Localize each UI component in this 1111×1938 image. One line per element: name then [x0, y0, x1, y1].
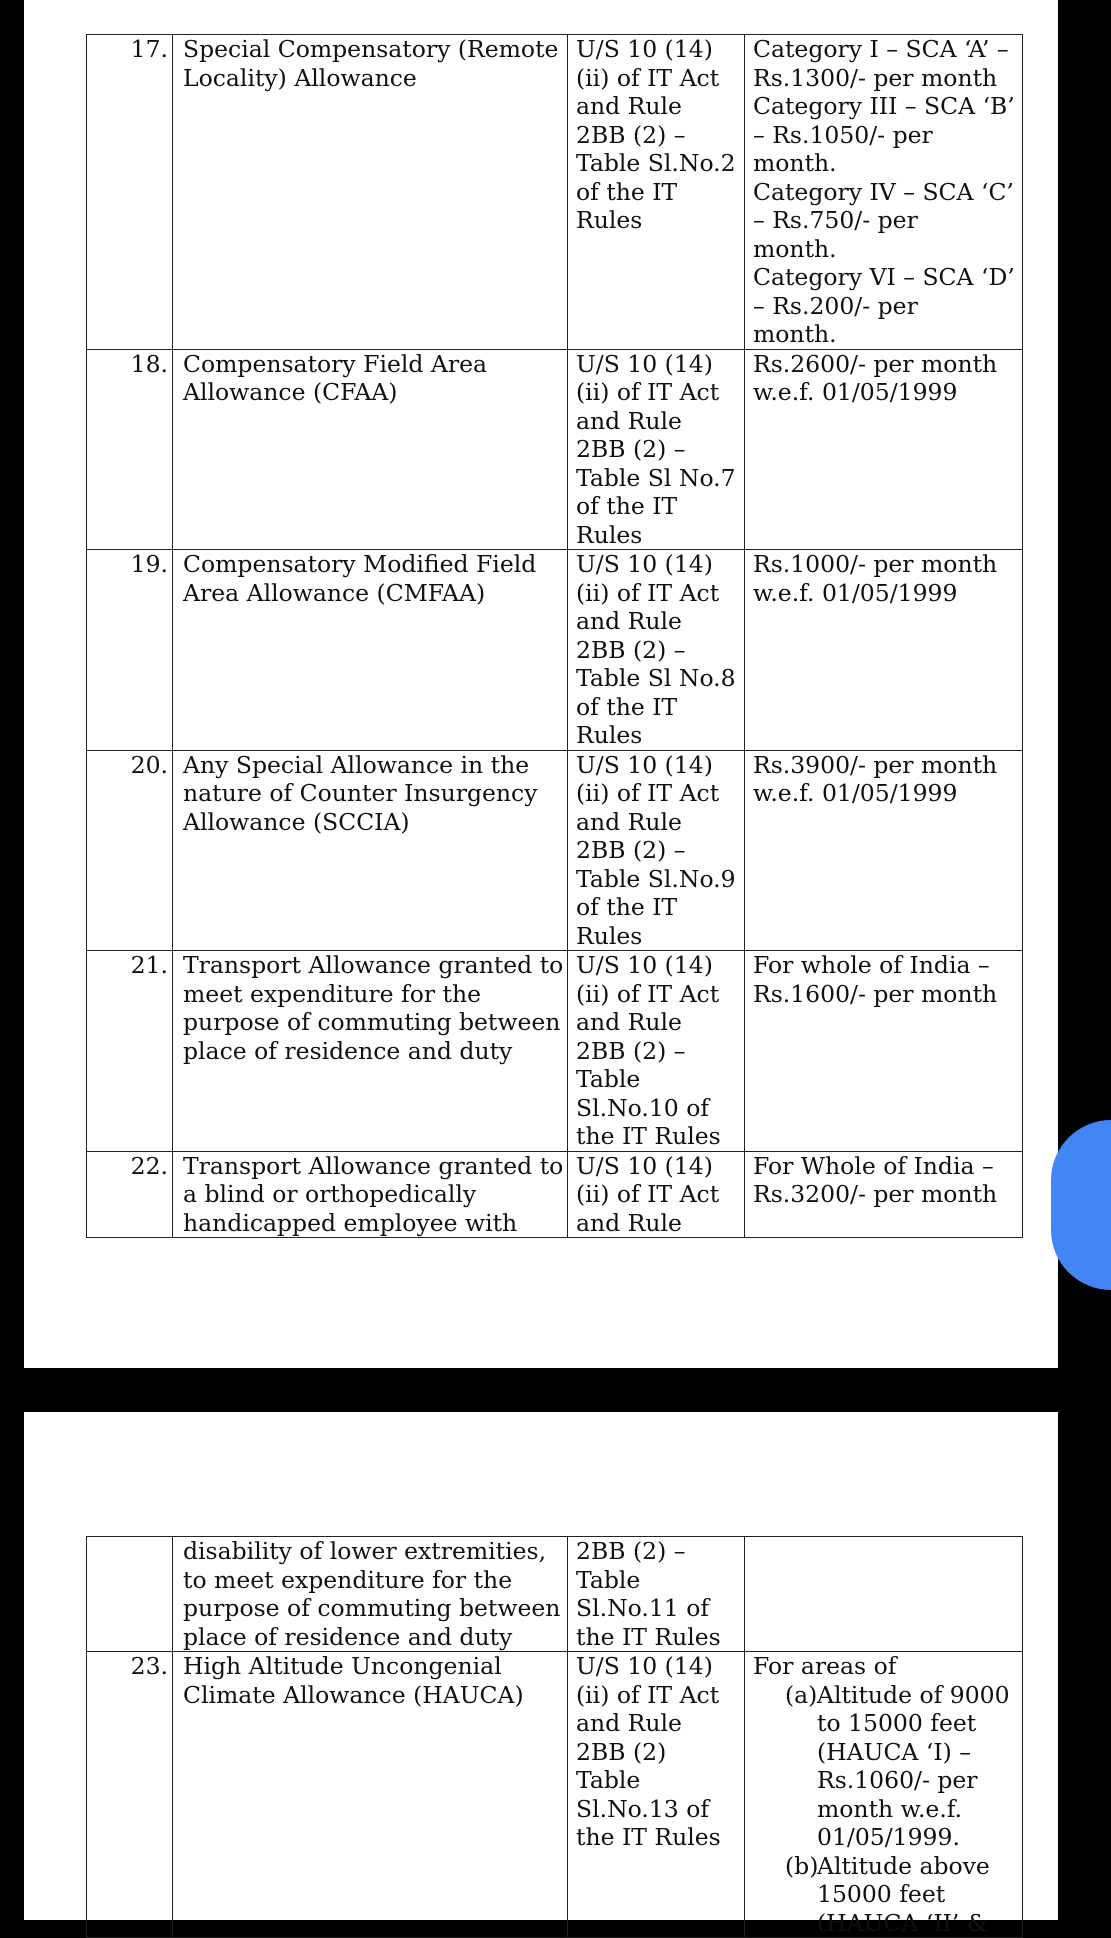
subitem-line: (HAUCA ‘I) –: [817, 1737, 972, 1766]
table-row: [87, 951, 1023, 1152]
section-line: the IT Rules: [576, 1122, 721, 1150]
description-line: Climate Allowance (HAUCA): [183, 1680, 524, 1709]
section-line: and Rule: [576, 807, 682, 836]
section-line: Rules: [576, 520, 643, 549]
section-line: Rules: [576, 721, 643, 749]
exemption-limit-cell: [745, 550, 1023, 751]
exemption-limit-cell: [745, 35, 1023, 350]
limit-line: For areas of: [753, 1652, 897, 1680]
description-line: Transport Allowance granted to: [183, 1151, 564, 1180]
table-row: [87, 750, 1023, 951]
section-line: Table Sl No.7: [576, 463, 736, 492]
limit-line: month.: [753, 320, 837, 348]
serial-number-cell: 23.: [87, 1652, 173, 1938]
allowance-description-cell: [173, 750, 568, 951]
section-line: Sl.No.13 of: [576, 1794, 710, 1823]
limit-line: Rs.3200/- per month: [753, 1180, 998, 1208]
allowance-description-cell: [173, 349, 568, 550]
serial-number-cell: [87, 1537, 173, 1652]
section-line: U/S 10 (14): [576, 35, 713, 63]
document-page-2: [24, 1412, 1058, 1937]
section-line: Sl.No.11 of: [576, 1594, 710, 1622]
limit-line: For Whole of India –: [753, 1151, 994, 1180]
section-line: Sl.No.10 of: [576, 1093, 710, 1122]
section-line: 2BB (2) –: [576, 1537, 686, 1565]
table-row: [87, 550, 1023, 751]
subitem-text: [817, 1852, 1014, 1938]
limit-line: Rs.1300/- per month: [753, 63, 998, 92]
subitem-label: (a): [785, 1680, 818, 1709]
serial-number-cell: 17.: [87, 35, 173, 350]
section-line: (ii) of IT Act: [576, 378, 720, 406]
subitem-label: (b): [785, 1851, 819, 1880]
section-reference-cell: [568, 550, 745, 751]
description-line: Compensatory Field Area: [183, 349, 488, 378]
section-line: (ii) of IT Act: [576, 1180, 720, 1208]
description-line: to meet expenditure for the: [183, 1565, 513, 1594]
limit-line: For whole of India –: [753, 951, 990, 979]
serial-number-cell: 21.: [87, 951, 173, 1152]
section-line: and Rule: [576, 607, 682, 635]
section-line: U/S 10 (14): [576, 1652, 713, 1680]
serial-number-cell: 20.: [87, 750, 173, 951]
limit-line: Rs.3900/- per month: [753, 750, 998, 779]
exemption-limit-cell: [745, 1151, 1023, 1238]
document-page-1: [24, 0, 1058, 1368]
section-line: U/S 10 (14): [576, 1151, 713, 1180]
section-line: 2BB (2) –: [576, 836, 686, 864]
section-reference-cell: [568, 1151, 745, 1238]
section-line: Rules: [576, 206, 643, 234]
limit-line: Rs.1000/- per month: [753, 550, 998, 578]
section-reference-cell: [568, 750, 745, 951]
serial-number-cell: 19.: [87, 550, 173, 751]
description-line: Allowance (CFAA): [183, 378, 398, 406]
table-row: [87, 35, 1023, 350]
allowance-description-cell: [173, 35, 568, 350]
description-line: Allowance (SCCIA): [183, 807, 410, 836]
section-line: of the IT: [576, 177, 678, 206]
section-line: and Rule: [576, 1709, 682, 1737]
section-reference-cell: [568, 1537, 745, 1652]
allowance-description-cell: [173, 1652, 568, 1938]
section-reference-cell: [568, 349, 745, 550]
section-line: of the IT: [576, 492, 678, 520]
section-line: U/S 10 (14): [576, 750, 713, 779]
subitem-line: 01/05/1999.: [817, 1823, 960, 1851]
section-line: 2BB (2) –: [576, 435, 686, 463]
section-line: Table: [576, 1065, 641, 1093]
allowance-table-page-2: [86, 1536, 1023, 1938]
serial-number-cell: 22.: [87, 1151, 173, 1238]
section-line: U/S 10 (14): [576, 349, 713, 378]
exemption-limit-cell: [745, 1652, 1023, 1938]
allowance-description-cell: [173, 550, 568, 751]
section-reference-cell: [568, 951, 745, 1152]
subitem-line: to 15000 feet: [817, 1709, 977, 1737]
subitem-line: month w.e.f.: [817, 1794, 963, 1823]
limit-line: – Rs.750/- per: [753, 206, 918, 234]
section-line: of the IT: [576, 692, 678, 721]
section-line: (ii) of IT Act: [576, 1680, 720, 1709]
description-line: Special Compensatory (Remote: [183, 35, 559, 63]
section-line: and Rule: [576, 406, 682, 435]
section-line: Table Sl No.8: [576, 664, 736, 692]
subitem-line: Altitude above: [817, 1851, 990, 1880]
section-line: Rules: [576, 921, 643, 950]
description-line: meet expenditure for the: [183, 979, 482, 1008]
scroll-handle[interactable]: [1051, 1120, 1111, 1290]
subitem-line: (HAUCA ‘II’ &: [817, 1908, 988, 1937]
section-line: the IT Rules: [576, 1622, 721, 1651]
description-line: place of residence and duty: [183, 1036, 513, 1065]
section-line: and Rule: [576, 1008, 682, 1036]
section-line: 2BB (2) –: [576, 635, 686, 664]
section-line: (ii) of IT Act: [576, 779, 720, 807]
section-line: (ii) of IT Act: [576, 979, 720, 1008]
description-line: purpose of commuting between: [183, 1008, 561, 1036]
section-reference-cell: [568, 1652, 745, 1938]
section-line: U/S 10 (14): [576, 951, 713, 979]
section-line: of the IT: [576, 893, 678, 921]
limit-subitem: [753, 1681, 1014, 1852]
section-line: (ii) of IT Act: [576, 63, 720, 92]
limit-line: – Rs.1050/- per: [753, 120, 933, 149]
serial-number-cell: 18.: [87, 349, 173, 550]
description-line: Locality) Allowance: [183, 63, 417, 92]
section-line: Table Sl.No.2: [576, 149, 736, 177]
subitem-line: 15000 feet: [817, 1880, 946, 1908]
table-row: [87, 1652, 1023, 1938]
section-line: (ii) of IT Act: [576, 578, 720, 607]
allowance-description-cell: [173, 951, 568, 1152]
limit-line: w.e.f. 01/05/1999: [753, 378, 958, 406]
subitem-line: Altitude of 9000: [817, 1680, 1010, 1709]
limit-line: Category IV – SCA ‘C’: [753, 177, 1014, 206]
section-line: the IT Rules: [576, 1823, 721, 1851]
limit-line: month.: [753, 149, 837, 177]
section-line: 2BB (2) –: [576, 1036, 686, 1065]
description-line: disability of lower extremities,: [183, 1537, 547, 1565]
allowance-description-cell: [173, 1151, 568, 1238]
limit-line: Rs.1600/- per month: [753, 979, 998, 1008]
allowance-description-cell: [173, 1537, 568, 1652]
section-line: Table Sl.No.9: [576, 864, 736, 893]
limit-subitem: [753, 1852, 1014, 1938]
limit-line: month.: [753, 234, 837, 263]
limit-line: Category I – SCA ‘A’ –: [753, 35, 1009, 63]
description-line: a blind or orthopedically: [183, 1180, 477, 1208]
limit-line: Rs.2600/- per month: [753, 349, 998, 378]
section-line: and Rule: [576, 1208, 682, 1237]
description-line: Compensatory Modified Field: [183, 550, 537, 578]
description-line: handicapped employee with: [183, 1208, 518, 1237]
description-line: Any Special Allowance in the: [183, 750, 530, 779]
table-row: [87, 1537, 1023, 1652]
exemption-limit-cell: [745, 951, 1023, 1152]
subitem-line: Rs.1060/- per: [817, 1766, 978, 1794]
exemption-limit-cell: [745, 750, 1023, 951]
table-row: [87, 349, 1023, 550]
limit-line: w.e.f. 01/05/1999: [753, 578, 958, 607]
limit-line: w.e.f. 01/05/1999: [753, 779, 958, 807]
description-line: Transport Allowance granted to: [183, 951, 564, 979]
limit-line: Category III – SCA ‘B’: [753, 92, 1015, 120]
exemption-limit-cell: [745, 1537, 1023, 1652]
description-line: purpose of commuting between: [183, 1594, 561, 1622]
section-line: 2BB (2): [576, 1737, 667, 1766]
allowance-table-page-1: [86, 34, 1023, 1238]
section-line: and Rule: [576, 92, 682, 120]
description-line: place of residence and duty: [183, 1622, 513, 1651]
section-line: Table: [576, 1565, 641, 1594]
table-row: [87, 1151, 1023, 1238]
description-line: Area Allowance (CMFAA): [183, 578, 486, 607]
description-line: High Altitude Uncongenial: [183, 1652, 502, 1680]
section-reference-cell: [568, 35, 745, 350]
section-line: Table: [576, 1766, 641, 1794]
limit-line: – Rs.200/- per: [753, 291, 918, 320]
section-line: U/S 10 (14): [576, 550, 713, 578]
description-line: nature of Counter Insurgency: [183, 779, 538, 807]
section-line: 2BB (2) –: [576, 120, 686, 149]
limit-line: Category VI – SCA ‘D’: [753, 263, 1015, 291]
exemption-limit-cell: [745, 349, 1023, 550]
subitem-text: [817, 1681, 1014, 1852]
